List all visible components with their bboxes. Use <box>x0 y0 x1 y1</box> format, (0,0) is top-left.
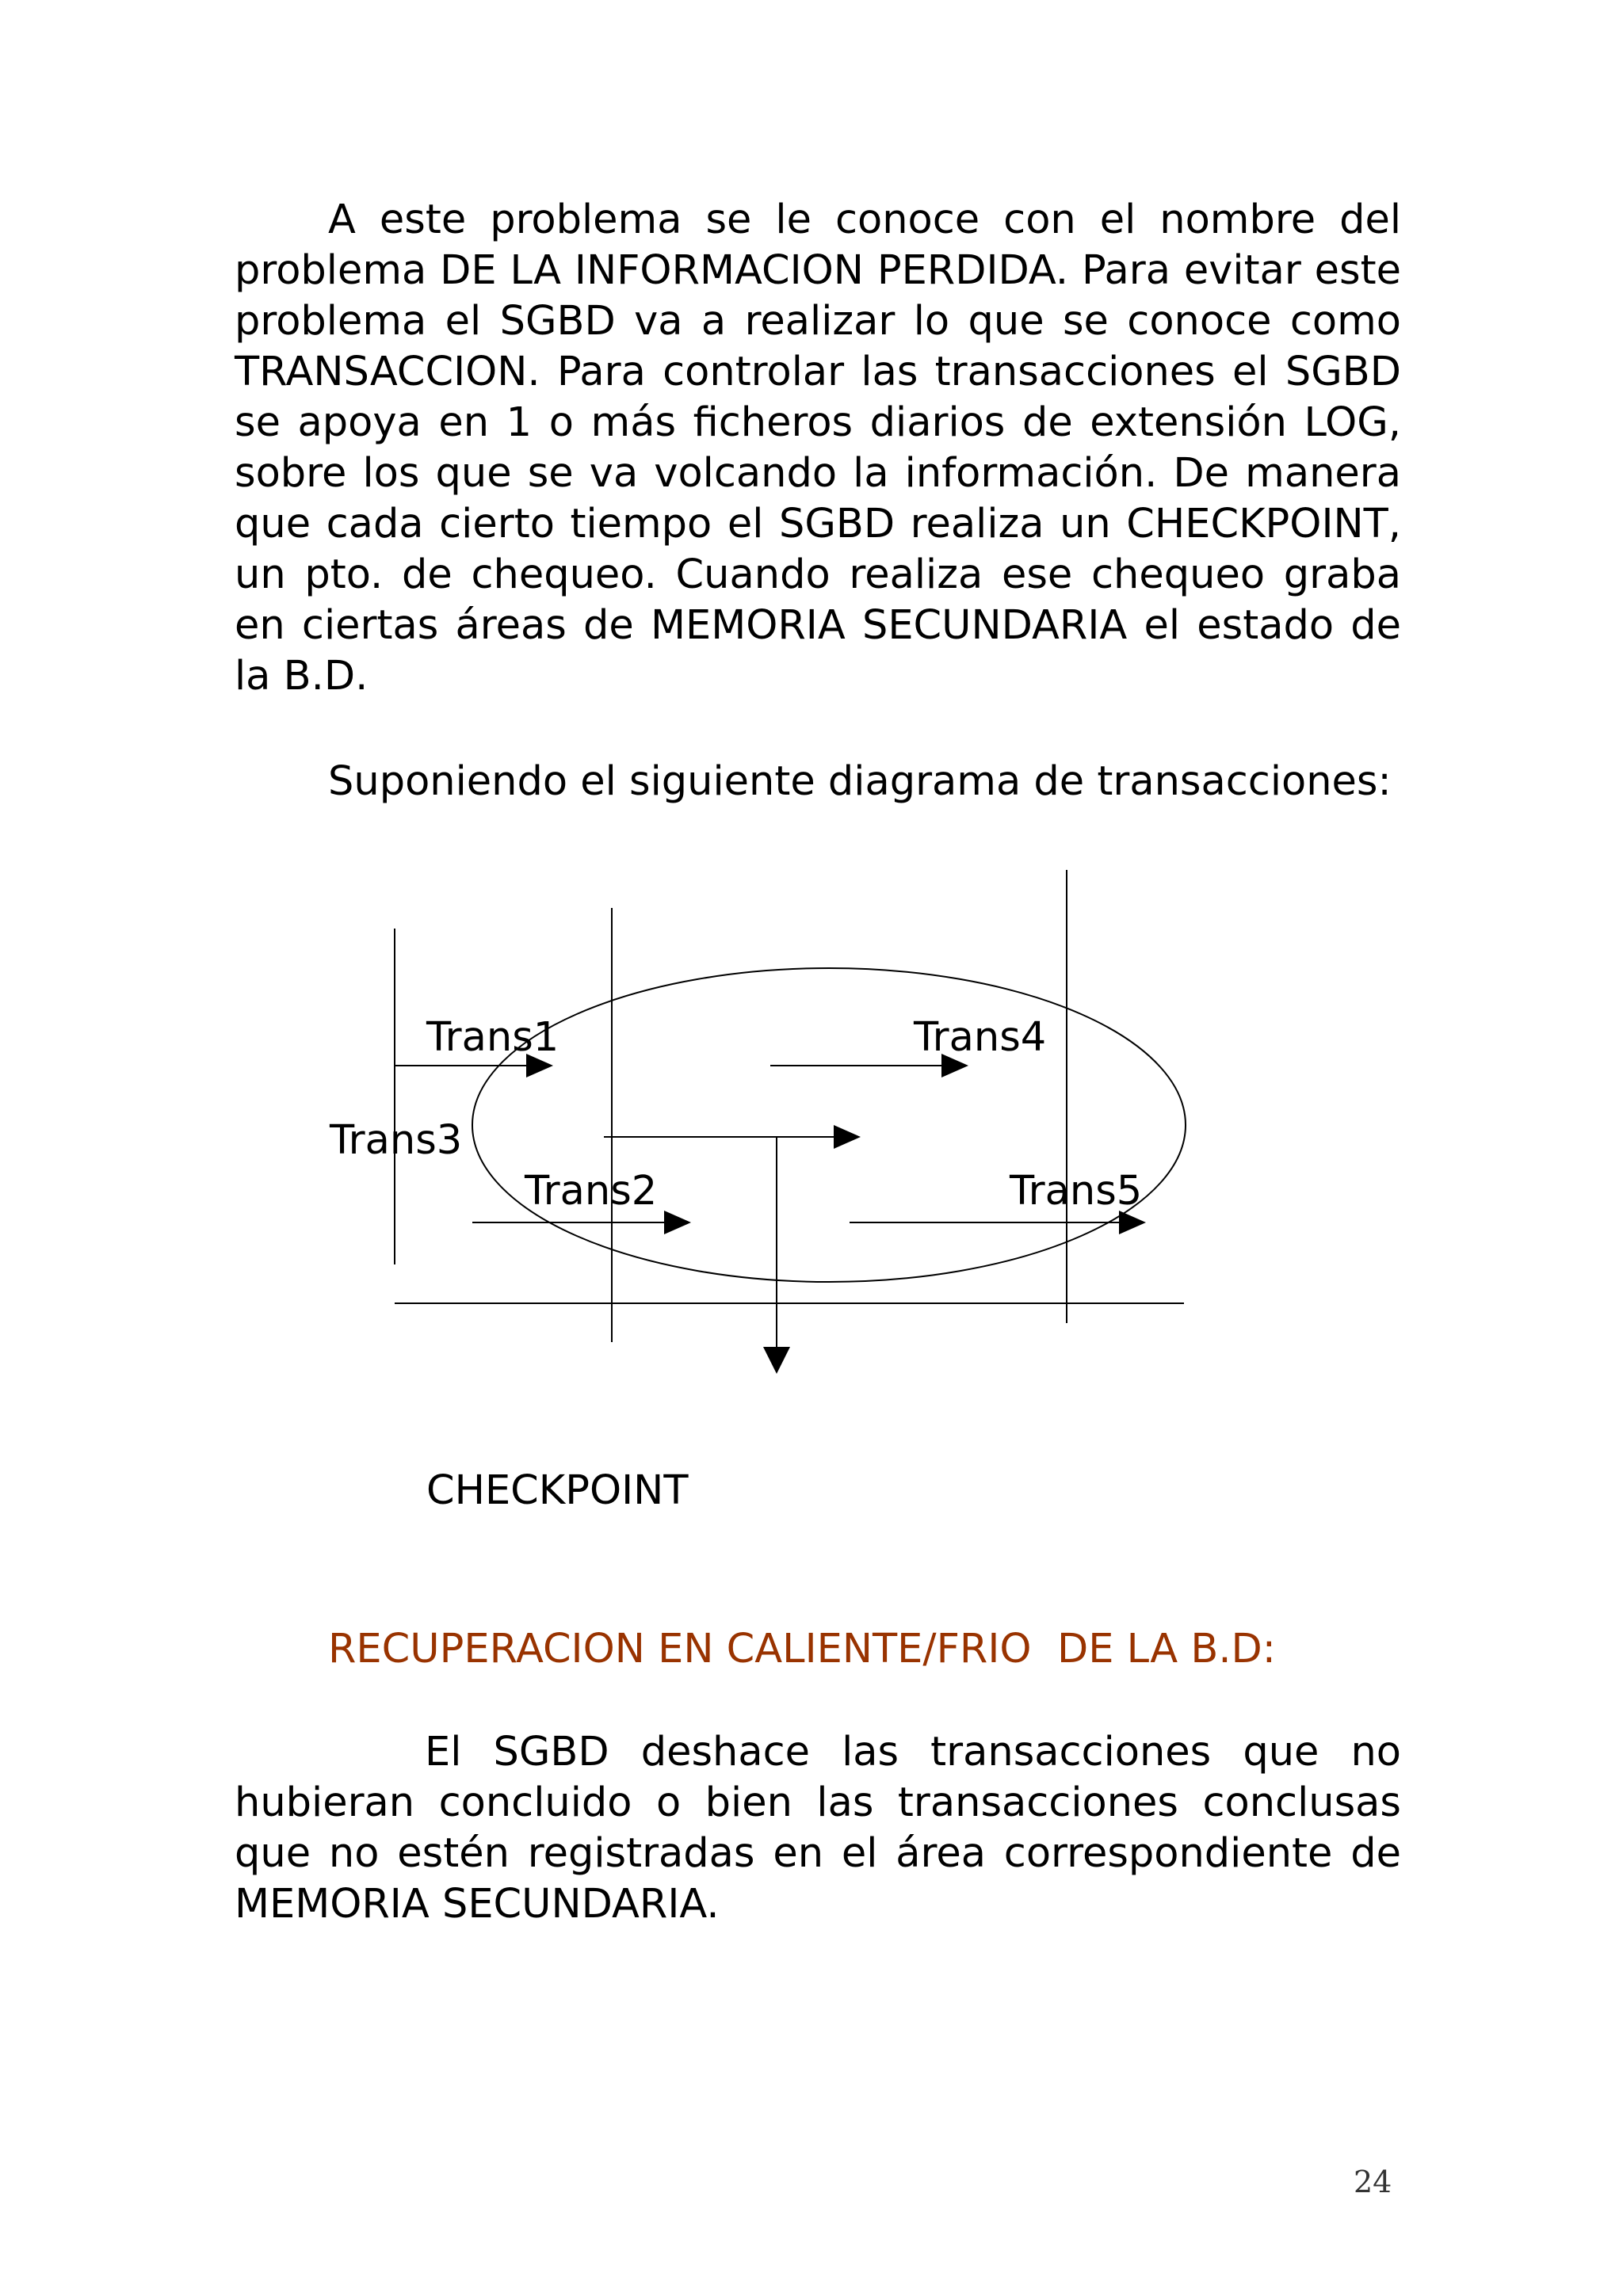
middle-arrowhead <box>834 1125 861 1149</box>
intro-paragraph: A este problema se le conoce con el nombre del problema DE LA INFORMACION PERDIDA. Para evitar este problema el SGBD va a realizar lo que se conoce como TRANSACCION. Para controlar las transacciones el SGBD se apoya en 1 o más ficheros diarios de extensión LOG, sobre los que se va volcando la información. De manera que cada cierto tiempo el SGBD realiza un CHECKPOINT, un pto. de chequeo. Cuando realiza ese chequeo graba en ciertas áreas de MEMORIA SECUNDARIA el estado de la B.D. <box>235 196 1401 700</box>
checkpoint-arrowhead <box>763 1347 790 1374</box>
trans1-label: Trans1 <box>426 1014 559 1061</box>
trans3-label: Trans3 <box>330 1117 463 1164</box>
transaction-ellipse <box>472 968 1186 1282</box>
trans2-label: Trans2 <box>525 1168 658 1215</box>
diagram-intro-paragraph: Suponiendo el siguiente diagrama de transacciones: <box>328 758 1392 805</box>
trans4-label: Trans4 <box>914 1014 1047 1061</box>
page-number: 24 <box>1354 2164 1392 2199</box>
recovery-paragraph: El SGBD deshace las transacciones que no hubieran concluido o bien las transacciones conclusas que no estén registradas en el área correspondiente de MEMORIA SECUNDARIA. <box>235 1729 1401 1928</box>
trans2-arrowhead <box>664 1211 691 1234</box>
section-heading: RECUPERACION EN CALIENTE/FRIO DE LA B.D: <box>328 1626 1276 1672</box>
trans5-label: Trans5 <box>1010 1168 1143 1215</box>
checkpoint-label: CHECKPOINT <box>426 1467 689 1514</box>
